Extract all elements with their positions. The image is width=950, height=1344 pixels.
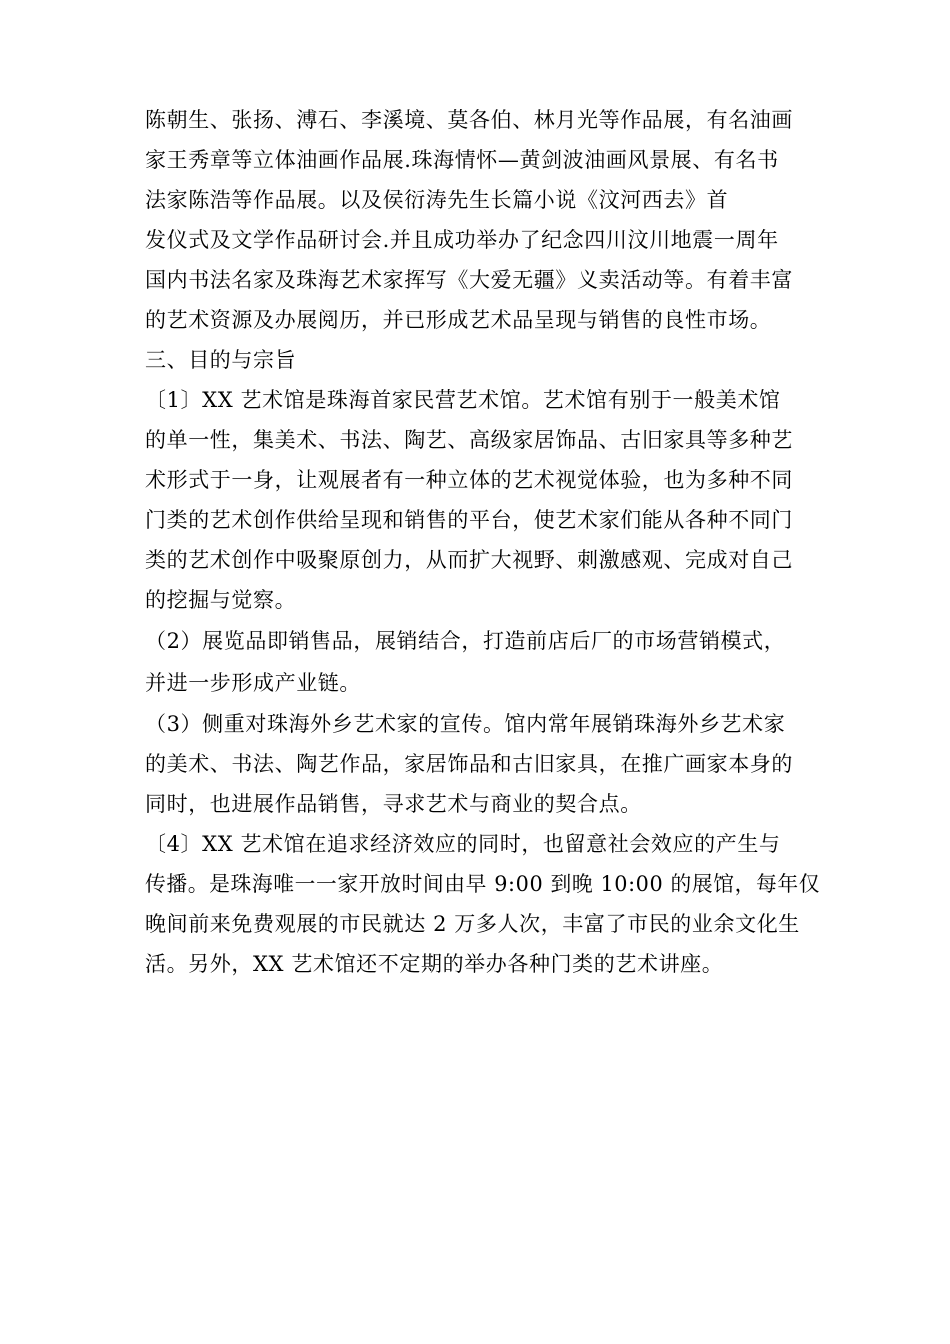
text-line: 〔4〕XX 艺术馆在追求经济效应的同时，也留意社会效应的产生与 xyxy=(145,832,781,856)
text-line: 法家陈浩等作品展。以及侯衍涛先生长篇小说《汶河西去》首 xyxy=(145,188,729,212)
text-line: 传播。是珠海唯一一家开放时间由早 9:00 到晚 10:00 的展馆，每年仅 xyxy=(145,872,821,896)
text-line: 陈朝生、张扬、溥石、李溪境、莫各伯、林月光等作品展，有名油画 xyxy=(145,108,793,132)
text-line: 的艺术资源及办展阅历，并已形成艺术品呈现与销售的良性市场。 xyxy=(145,308,772,332)
text-line: 门类的艺术创作供给呈现和销售的平台，使艺术家们能从各种不同门 xyxy=(145,508,793,532)
text-line: 的美术、书法、陶艺作品，家居饰品和古旧家具，在推广画家本身的 xyxy=(145,752,793,776)
text-line: 同时，也进展作品销售，寻求艺术与商业的契合点。 xyxy=(145,792,642,816)
text-line: 发仪式及文学作品研讨会.并且成功举办了纪念四川汶川地震一周年 xyxy=(145,228,779,252)
text-line: 家王秀章等立体油画作品展.珠海情怀—黄剑波油画风景展、有名书 xyxy=(145,148,779,172)
text-line: 类的艺术创作中吸聚原创力，从而扩大视野、刺激感观、完成对自己 xyxy=(145,548,793,572)
text-line: 活。另外，XX 艺术馆还不定期的举办各种门类的艺术讲座。 xyxy=(145,952,724,976)
text-line: （3）侧重对珠海外乡艺术家的宣传。馆内常年展销珠海外乡艺术家 xyxy=(145,712,786,736)
text-line: 并进一步形成产业链。 xyxy=(145,671,361,695)
text-line: 国内书法名家及珠海艺术家挥写《大爱无疆》义卖活动等。有着丰富 xyxy=(145,268,793,292)
text-line: 晚间前来免费观展的市民就达 2 万多人次，丰富了市民的业余文化生 xyxy=(145,912,800,936)
text-line: 的单一性，集美术、书法、陶艺、高级家居饰品、古旧家具等多种艺 xyxy=(145,428,793,452)
section-heading: 三、目的与宗旨 xyxy=(145,348,297,372)
text-line: （2）展览品即销售品，展销结合，打造前店后厂的市场营销模式， xyxy=(145,629,786,653)
text-line: 〔1〕XX 艺术馆是珠海首家民营艺术馆。艺术馆有别于一般美术馆 xyxy=(145,388,781,412)
text-line: 术形式于一身，让观展者有一种立体的艺术视觉体验，也为多种不同 xyxy=(145,468,793,492)
text-line: 的挖掘与觉察。 xyxy=(145,588,297,612)
